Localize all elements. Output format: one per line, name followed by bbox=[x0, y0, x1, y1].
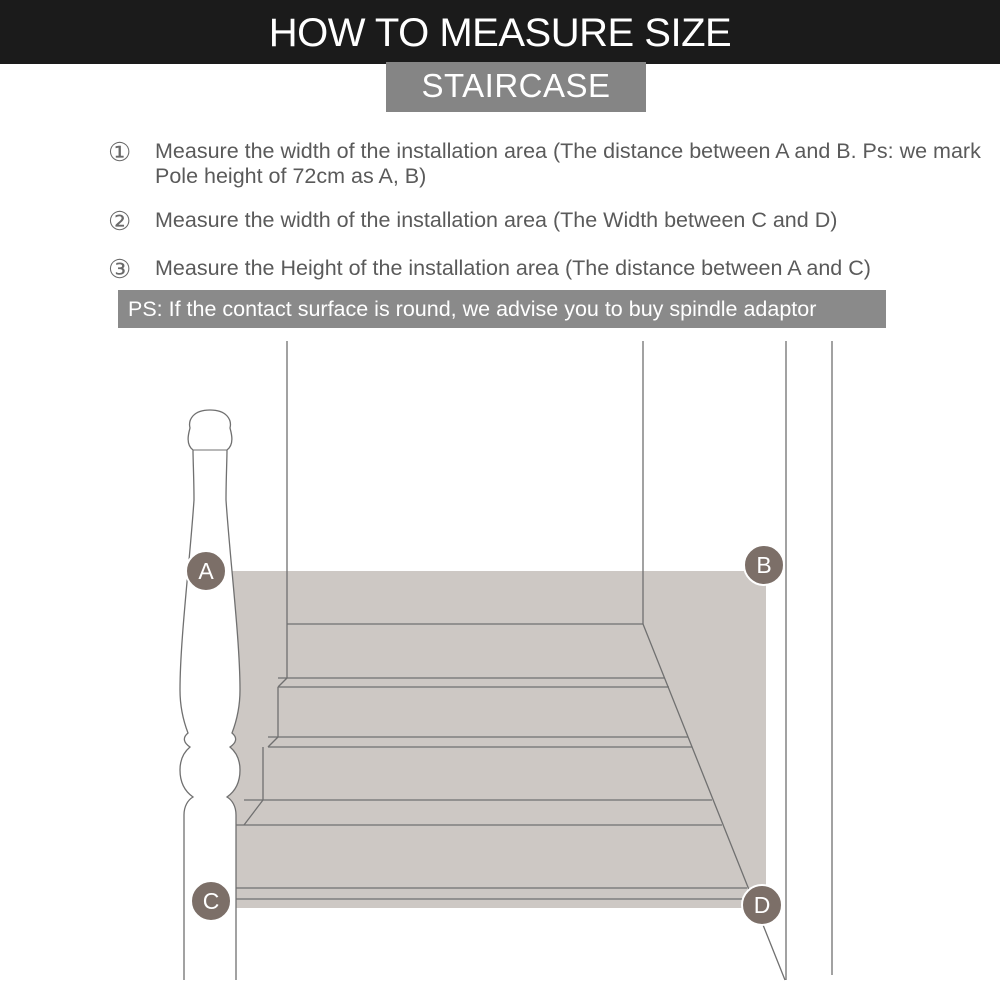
marker-b-label: B bbox=[756, 552, 772, 578]
marker-d bbox=[742, 885, 782, 925]
step-2-number: ② bbox=[108, 206, 132, 236]
spindle-adaptor-note: PS: If the contact surface is round, we advise you to buy spindle adaptor bbox=[118, 290, 886, 328]
marker-a-label: A bbox=[198, 558, 214, 584]
step-2-text: Measure the width of the installation area (The Width between C and D) bbox=[155, 208, 838, 232]
step-1-number: ① bbox=[108, 137, 132, 167]
measurement-area bbox=[228, 571, 766, 908]
step-3-text: Measure the Height of the installation area (The distance between A and C) bbox=[155, 256, 871, 280]
marker-b bbox=[744, 545, 784, 585]
marker-c-label: C bbox=[202, 888, 220, 914]
marker-d-label: D bbox=[753, 892, 771, 918]
marker-a bbox=[186, 551, 226, 591]
marker-c bbox=[191, 881, 231, 921]
step-1-text: Measure the width of the installation area (The distance between A and B. Ps: we mark Pole height of 72cm as A, B) bbox=[155, 139, 981, 188]
section-title: STAIRCASE bbox=[386, 62, 646, 112]
page-title: HOW TO MEASURE SIZE bbox=[268, 11, 732, 55]
step-3-number: ③ bbox=[108, 254, 132, 284]
